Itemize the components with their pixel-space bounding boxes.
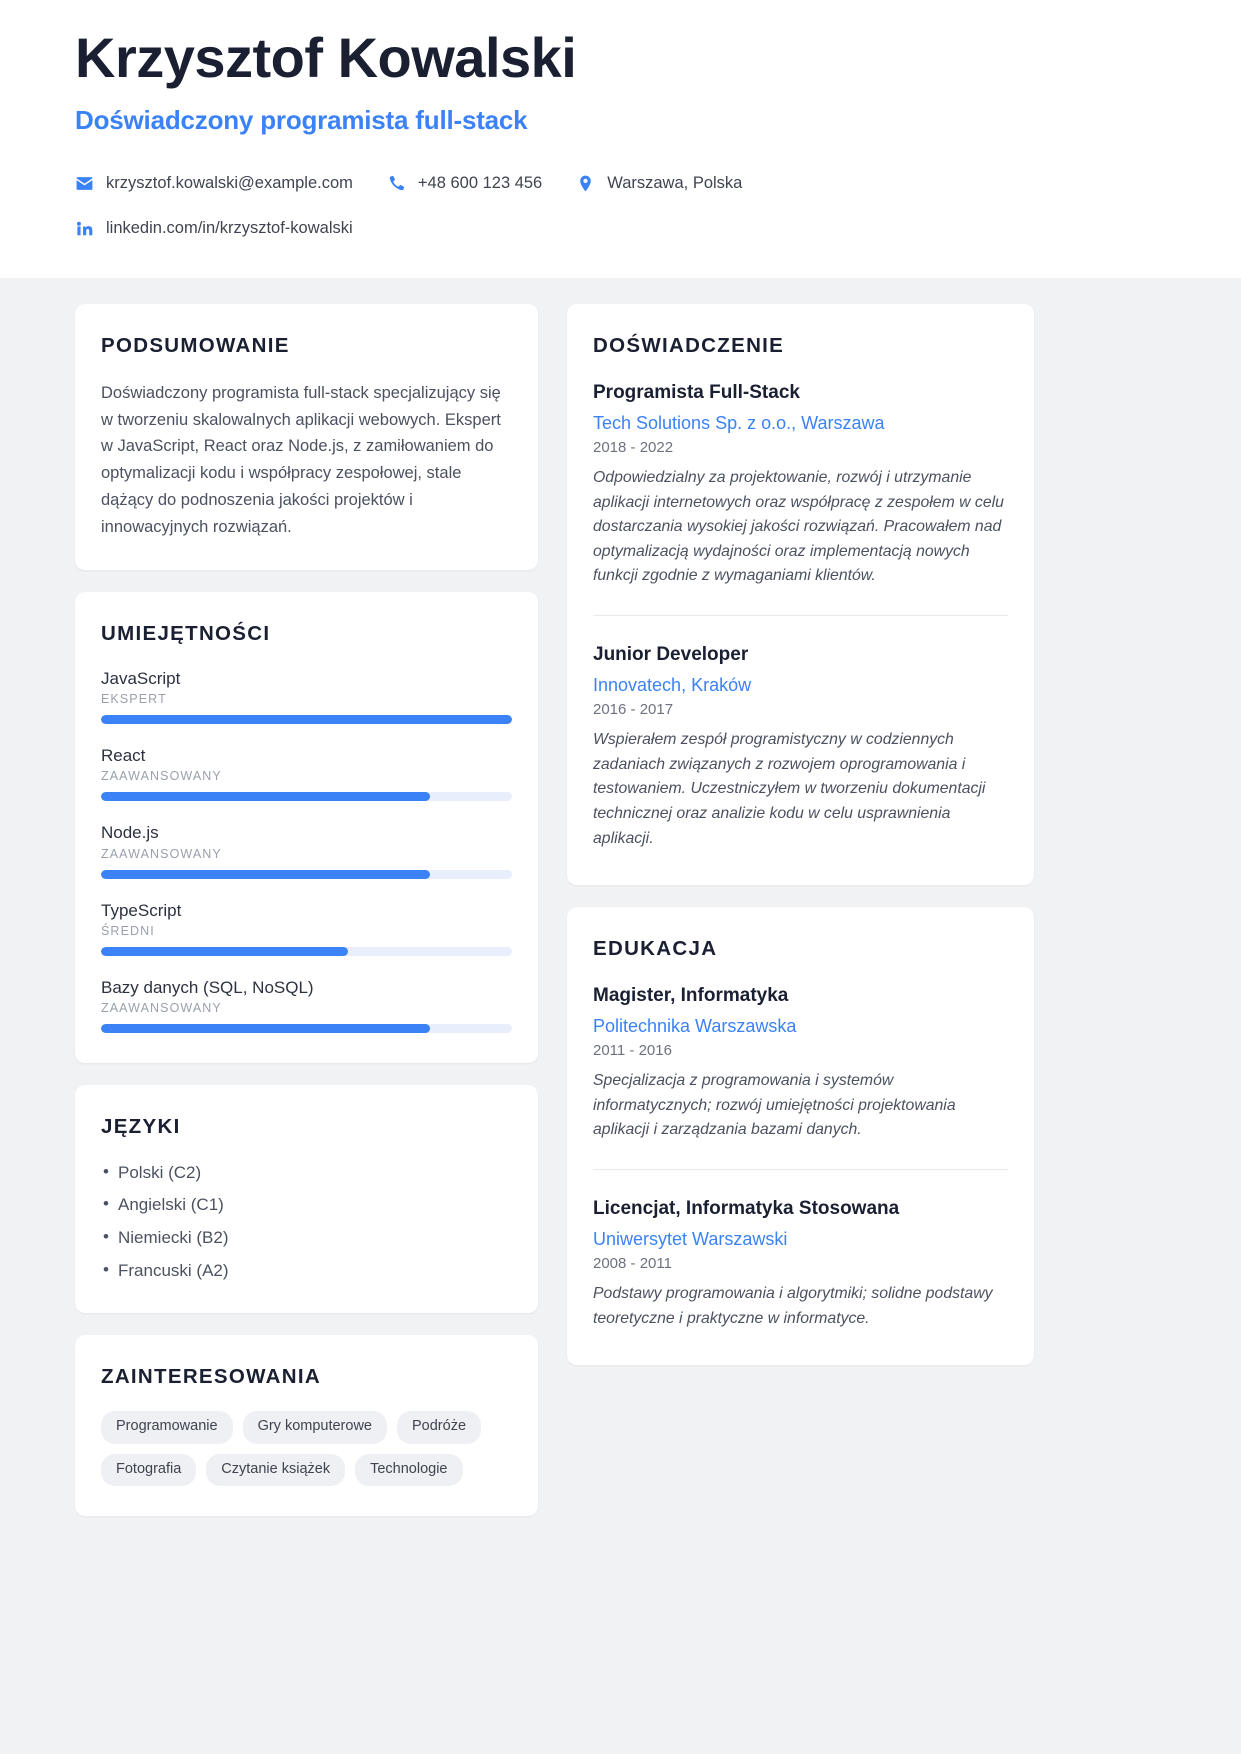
experience-card (567, 304, 1034, 885)
skill-progress-track (101, 792, 512, 801)
skill-item (101, 822, 512, 878)
experience-description: Odpowiedzialny za projektowanie, rozwój i utrzymanie aplikacji internetowych oraz współpracę z zespołem w celu dostarczania wysokiej jakości rozwiązań. Pracowałem nad optymalizacją wydajności oraz implementacją nowych funkcji zgodnie z wymaganiami klientów. (593, 468, 1004, 585)
skill-level: EKSPERT (101, 692, 167, 707)
interest-tag: Programowanie (101, 1411, 233, 1443)
education-organization: Uniwersytet Warszawski (593, 1228, 788, 1249)
email-icon (75, 174, 94, 193)
experience-dates: 2018 - 2022 (593, 438, 674, 456)
linkedin-icon (75, 219, 94, 238)
contact-email-text: krzysztof.kowalski@example.com (106, 173, 353, 192)
skills-list (101, 668, 512, 1032)
contact-location (576, 174, 742, 193)
skills-section-title: UMIEJĘTNOŚCI (101, 622, 271, 646)
interests-tag-list (101, 1411, 512, 1486)
education-title: Magister, Informatyka (593, 985, 789, 1007)
interests-card (75, 1335, 538, 1516)
languages-list (101, 1161, 512, 1284)
experience-organization: Innovatech, Kraków (593, 674, 752, 695)
contact-phone-text: +48 600 123 456 (417, 173, 543, 192)
skills-card (75, 592, 538, 1062)
skill-item (101, 900, 512, 956)
education-dates: 2008 - 2011 (593, 1255, 672, 1273)
contact-location-text: Warszawa, Polska (607, 173, 743, 192)
skill-level: ŚREDNI (101, 923, 155, 938)
contact-email[interactable] (75, 174, 353, 193)
skill-item (101, 977, 512, 1033)
experience-description: Wspierałem zespół programistyczny w codziennych zadaniach związanych z rozwojem oprogramowania i testowaniem. Uczestniczyłem w tworzeniu dokumentacji technicznej oraz analizie kodu w celu usprawnienia aplikacji. (593, 731, 986, 847)
education-section-title: EDUKACJA (593, 937, 718, 961)
left-column (75, 304, 538, 1516)
location-pin-icon (576, 174, 595, 193)
education-description: Specjalizacja z programowania i systemów informatycznych; rozwój umiejętności projektowania aplikacji i zarządzania bazami danych. (593, 1072, 956, 1139)
summary-section-title: PODSUMOWANIE (101, 333, 290, 357)
skill-progress-fill (101, 715, 512, 724)
education-description: Podstawy programowania i algorytmiki; solidne podstawy teoretyczne i praktyczne w informatyce. (593, 1285, 993, 1327)
interest-tag: Czytanie książek (206, 1454, 345, 1486)
language-item: • Niemiecki (B2) (101, 1226, 512, 1251)
experience-section-title: DOŚWIADCZENIE (593, 333, 785, 357)
language-item: • Francuski (A2) (101, 1259, 512, 1284)
education-dates: 2011 - 2016 (593, 1042, 672, 1060)
education-title: Licencjat, Informatyka Stosowana (593, 1198, 900, 1220)
experience-organization: Tech Solutions Sp. z o.o., Warszawa (593, 412, 885, 433)
experience-entry (593, 615, 1008, 855)
experience-list (593, 380, 1008, 855)
experience-title: Programista Full-Stack (593, 381, 800, 403)
languages-card (75, 1085, 538, 1314)
phone-icon (387, 174, 406, 193)
education-list (593, 983, 1008, 1335)
skill-progress-track (101, 870, 512, 879)
skill-progress-fill (101, 870, 430, 879)
skill-level: ZAAWANSOWANY (101, 846, 222, 861)
experience-title: Junior Developer (593, 644, 749, 666)
resume-body (0, 278, 1241, 1576)
skill-progress-fill (101, 1024, 430, 1033)
interests-section-title: ZAINTERESOWANIA (101, 1365, 321, 1389)
contact-details (75, 174, 1166, 238)
skill-level: ZAAWANSOWANY (101, 769, 222, 784)
languages-section-title: JĘZYKI (101, 1114, 181, 1138)
contact-row-primary (75, 174, 1166, 193)
language-item: • Angielski (C1) (101, 1193, 512, 1218)
summary-card (75, 304, 538, 570)
education-card (567, 907, 1034, 1365)
skill-name: TypeScript (101, 900, 182, 920)
skill-progress-track (101, 947, 512, 956)
skill-item (101, 668, 512, 724)
skill-name: Node.js (101, 823, 159, 843)
interest-tag: Gry komputerowe (243, 1411, 387, 1443)
skill-level: ZAAWANSOWANY (101, 1000, 222, 1015)
skill-name: Bazy danych (SQL, NoSQL) (101, 977, 314, 997)
professional-headline: Doświadczony programista full-stack (75, 104, 528, 135)
contact-phone[interactable] (387, 174, 542, 193)
skill-item (101, 745, 512, 801)
education-organization: Politechnika Warszawska (593, 1015, 797, 1036)
education-entry (593, 983, 1008, 1147)
language-item: • Polski (C2) (101, 1161, 512, 1186)
skill-progress-track (101, 715, 512, 724)
right-column (567, 304, 1034, 1365)
contact-linkedin-text: linkedin.com/in/krzysztof-kowalski (106, 218, 353, 237)
interest-tag: Technologie (355, 1454, 462, 1486)
experience-dates: 2016 - 2017 (593, 701, 674, 719)
interest-tag: Podróże (397, 1411, 481, 1443)
skill-progress-fill (101, 792, 430, 801)
education-entry (593, 1169, 1008, 1335)
summary-text: Doświadczony programista full-stack specjalizujący się w tworzeniu skalowalnych aplikacji webowych. Ekspert w JavaScript, React oraz Node.js, z zamiłowaniem do optymalizacji kodu i współpracy zespołowej, stale dążący do podnoszenia jakości projektów i innowacyjnych rozwiązań. (101, 383, 501, 536)
skill-name: React (101, 746, 146, 766)
interest-tag: Fotografia (101, 1454, 196, 1486)
page-title: Krzysztof Kowalski (75, 26, 577, 89)
skill-name: JavaScript (101, 669, 181, 689)
skill-progress-track (101, 1024, 512, 1033)
contact-row-secondary (75, 219, 1166, 238)
resume-header (0, 0, 1241, 278)
skill-progress-fill (101, 947, 348, 956)
experience-entry (593, 380, 1008, 593)
contact-linkedin[interactable] (75, 219, 353, 238)
